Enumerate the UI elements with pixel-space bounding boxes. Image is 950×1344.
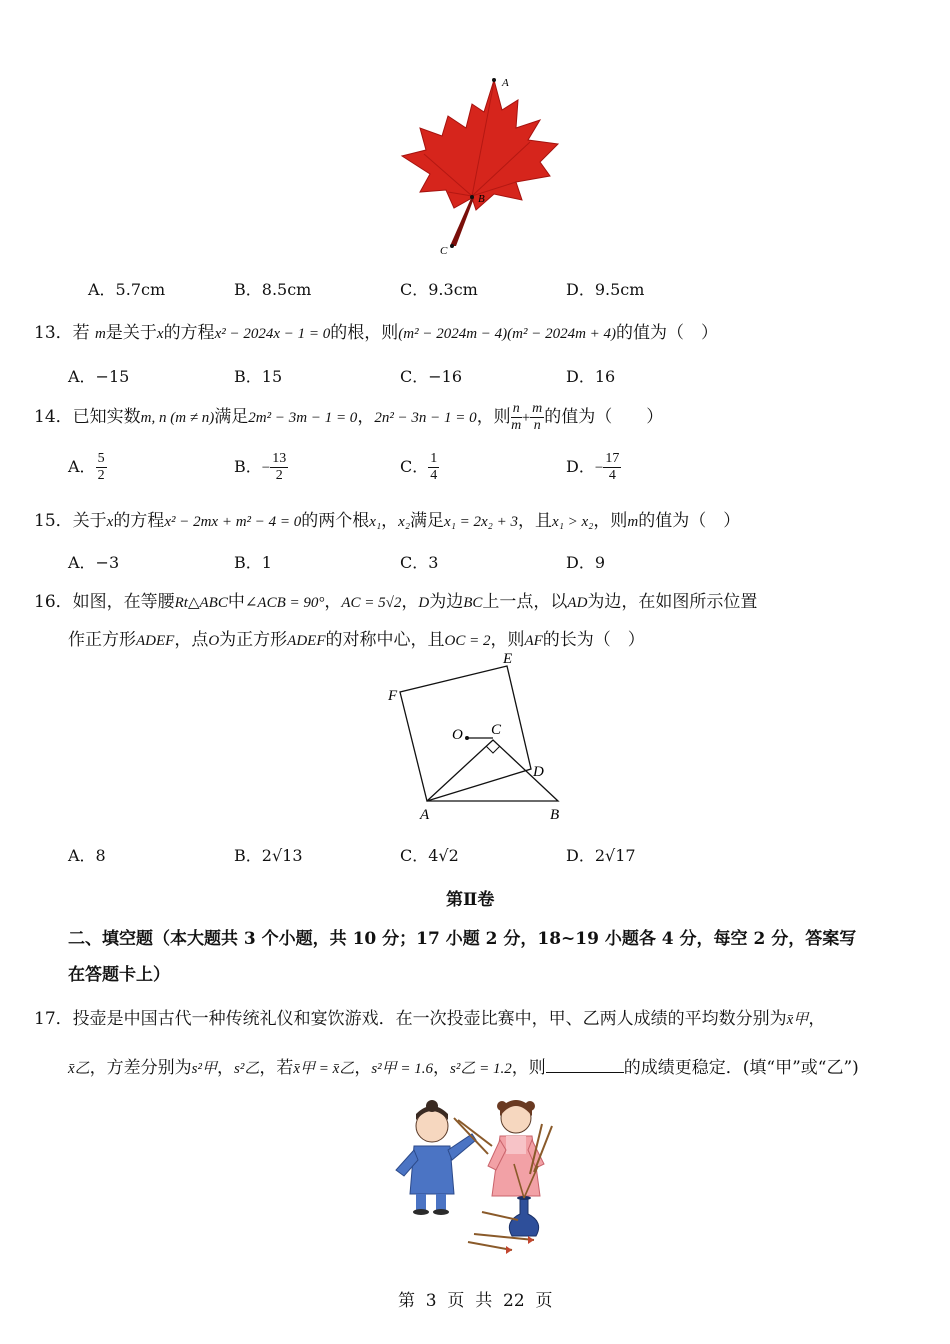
touhu-illustration: [388, 1090, 568, 1258]
q14-stem: [34, 398, 663, 437]
label-a: A: [502, 77, 509, 89]
q16-text: 为边，在如图所示位置: [587, 592, 758, 612]
q16-ad: AD: [567, 595, 588, 611]
q13-option-a: A．−15: [68, 367, 130, 386]
q17-line2: [68, 1053, 859, 1078]
label-e: E: [503, 652, 513, 667]
q17-text: ，: [808, 1009, 826, 1029]
q15-stem: [34, 506, 740, 531]
label-c: C: [440, 245, 448, 257]
q17-xbar-yi: x̄乙: [68, 1061, 90, 1077]
label-f: F: [388, 688, 398, 704]
q16-text: 的长为（ ）: [542, 630, 645, 650]
maple-leaf-figure: [390, 70, 570, 260]
q13-text: 是关于: [105, 323, 157, 343]
right-angle-marker: [486, 746, 500, 753]
q14-vars: m, n (m ≠ n): [140, 410, 215, 426]
q12-option-c: C．9.3cm: [400, 280, 478, 299]
q12-option-b: B．8.5cm: [234, 280, 312, 299]
q13-expression: (m² − 2024m − 4)(m² − 2024m + 4): [398, 326, 617, 342]
q13-number: 13．: [34, 323, 73, 343]
q17-answer-blank[interactable]: [546, 1058, 624, 1073]
q17-text: ，方差分别为: [89, 1058, 192, 1078]
section-heading-line1: 二、填空题（本大题共 3 个小题，共 10 分；17 小题 2 分，18~19 小题各 4 分，每空 2 分，答案写: [68, 929, 857, 949]
q16-o: O: [208, 633, 220, 649]
label-b: B: [550, 807, 560, 823]
q16-af: AF: [524, 633, 543, 649]
q16-text: 上一点，以: [482, 592, 568, 612]
q16-text: ，: [401, 592, 419, 612]
q13-equation: x² − 2024x − 1 = 0: [214, 326, 331, 342]
q14-option-c: C． $\frac{1}{4}$: [400, 451, 438, 483]
label-d: D: [533, 764, 544, 780]
q14-option-a: A． $\frac{5}{2}$: [68, 451, 105, 483]
q13-option-d: D．16: [566, 367, 616, 386]
q15-text: ，且: [518, 511, 553, 531]
q13-option-b: B．15: [234, 367, 283, 386]
q13-stem: [34, 318, 718, 343]
q15-text: 的两个根: [301, 511, 370, 531]
q14-text: 满足: [214, 407, 249, 427]
section-title: 第Ⅱ卷: [446, 890, 495, 910]
q15-text: 的方程: [113, 511, 165, 531]
q14-option-b: B．− $\frac{13}{2}$: [234, 451, 287, 483]
point-a-dot: [492, 78, 496, 82]
q15-number: 15．: [34, 511, 73, 531]
q16-stem-line1: [34, 587, 757, 612]
q13-text: 的值为（ ）: [616, 323, 719, 343]
q15-option-a: A．−3: [68, 553, 120, 572]
q15-var-x: x: [106, 514, 114, 530]
q16-number: 16．: [34, 592, 73, 612]
q15-x1: x₁: [369, 514, 382, 530]
q16-bc: BC: [463, 595, 483, 611]
q13-option-c: C．−16: [400, 367, 463, 386]
q16-text: 的对称中心，且: [325, 630, 445, 650]
label-b: B: [478, 193, 485, 205]
q15-option-b: B．1: [234, 553, 272, 572]
q17-s-yi-value: s²乙 = 1.2: [450, 1061, 512, 1077]
q14-plus: +: [521, 410, 531, 426]
q16-triangle: Rt△ABC: [174, 595, 228, 611]
q16-angle: ∠ACB = 90°: [244, 595, 325, 611]
point-o-dot: [465, 736, 469, 740]
q15-text: ，: [381, 511, 399, 531]
q14-eq1: 2m² − 3m − 1 = 0: [248, 410, 358, 426]
q13-text: 若: [72, 323, 90, 343]
q13-text: 的根，则: [330, 323, 399, 343]
q16-text: ，: [324, 592, 342, 612]
point-c-dot: [450, 244, 454, 248]
q16-text: 中: [227, 592, 245, 612]
square-triangle-figure: [380, 652, 580, 827]
page-footer: 第 3 页 共 22 页: [398, 1291, 553, 1311]
q15-option-d: D．9: [566, 553, 606, 572]
q17-text: ，: [354, 1058, 372, 1078]
q14-text: 的值为（ ）: [544, 407, 664, 427]
q16-option-d: D．2√17: [566, 846, 636, 865]
label-o: O: [452, 727, 463, 743]
q15-x2: x₂: [398, 514, 411, 530]
q15-var-m: m: [627, 514, 639, 530]
label-c: C: [491, 722, 502, 738]
q17-text: 17．投壶是中国古代一种传统礼仪和宴饮游戏．在一次投壶比赛中，甲、乙两人成绩的平均数分别为: [34, 1009, 787, 1029]
q16-square: ADEF: [136, 633, 175, 649]
q16-option-c: C．4√2: [400, 846, 459, 865]
q14-text: 已知实数: [72, 407, 141, 427]
q16-square: ADEF: [287, 633, 326, 649]
q16-d: D: [418, 595, 430, 611]
q15-relation: x₁ = 2x₂ + 3: [444, 514, 519, 530]
q14-eq2: 2n² − 3n − 1 = 0: [374, 410, 477, 426]
q17-s-jia: s²甲: [191, 1061, 218, 1077]
q16-ac: AC = 5√2: [341, 595, 402, 611]
q15-text: 满足: [410, 511, 445, 531]
q15-inequality: x₁ > x₂: [552, 514, 594, 530]
q15-option-c: C．3: [400, 553, 439, 572]
q17-s-jia-value: s²甲 = 1.6: [371, 1061, 434, 1077]
section-heading-line2: 在答题卡上）: [68, 965, 170, 985]
q16-text: 作正方形: [68, 630, 136, 650]
q16-text: ，则: [490, 630, 525, 650]
q16-text: 如图，在等腰: [72, 592, 175, 612]
q17-text: ，: [433, 1058, 451, 1078]
q17-xbar-jia: x̄甲: [786, 1012, 809, 1028]
q17-text: 的成绩更稳定．(填“甲”或“乙”): [623, 1058, 859, 1078]
q15-equation: x² − 2mx + m² − 4 = 0: [164, 514, 302, 530]
q16-option-a: A．8: [68, 846, 106, 865]
q13-var-x: x: [156, 326, 164, 342]
q12-option-a: A．5.7cm: [88, 280, 166, 299]
q16-text: 为正方形: [219, 630, 288, 650]
q14-option-d: D．− $\frac{17}{4}$: [566, 451, 620, 483]
q14-frac-m-over-n: $\frac{m}{n}$: [532, 401, 543, 433]
q14-text: ，则: [476, 407, 511, 427]
q13-var-m: m: [95, 326, 106, 342]
q17-text: ，若: [259, 1058, 294, 1078]
q15-text: 的值为（ ）: [638, 511, 741, 531]
q14-frac-n-over-m: $\frac{n}{m}$: [511, 401, 522, 433]
q17-s-yi: s²乙: [234, 1061, 260, 1077]
maple-leaf-shape: [402, 80, 558, 210]
q12-option-d: D．9.5cm: [566, 280, 645, 299]
boy-figure: [396, 1100, 476, 1215]
label-a: A: [420, 807, 430, 823]
q17-line1: [34, 1004, 825, 1029]
q13-text: 的方程: [163, 323, 215, 343]
point-b-dot: [470, 195, 474, 199]
q16-option-b: B．2√13: [234, 846, 303, 865]
q14-number: 14．: [34, 407, 73, 427]
q14-text: ，: [357, 407, 375, 427]
q16-text: ，点: [174, 630, 209, 650]
q17-text: ，则: [511, 1058, 546, 1078]
q17-text: ，: [217, 1058, 235, 1078]
square-adef: [400, 666, 531, 801]
q16-oc: OC = 2: [444, 633, 491, 649]
q15-text: ，则: [593, 511, 628, 531]
q15-text: 关于: [72, 511, 107, 531]
q16-text: 为边: [429, 592, 464, 612]
q17-mean-equal: x̄甲 = x̄乙: [293, 1061, 355, 1077]
q16-stem-line2: [68, 625, 645, 650]
